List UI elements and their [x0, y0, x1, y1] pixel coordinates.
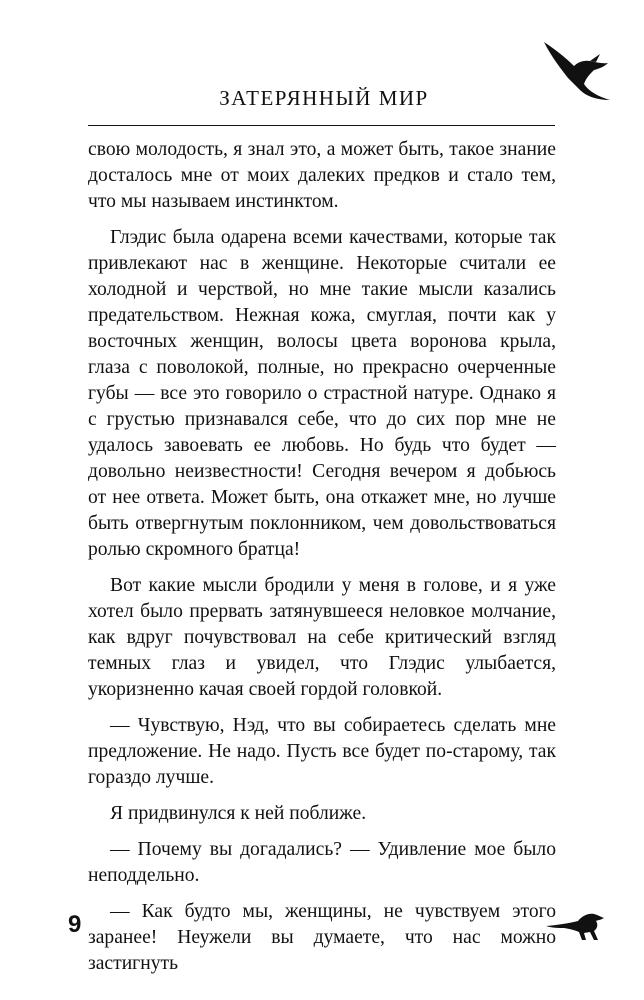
paragraph: Глэдис была одарена всеми качествами, которые так привлекают нас в женщине. Некоторые считали ее холодной и черствой, но мне такие мысли казались предательством. Нежная кожа, смуглая, почти как у восточных женщин, волосы цвета воронова крыла, глаза с поволокой, полные, но прекрасно очерченные губы — все это говорило о страстной натуре. Однако я с грустью признавался себе, что до сих пор мне не удалось завоевать ее любовь. Но будь что будет — довольно неизвестности! Сегодня вечером я добьюсь от нее ответа. Может быть, она откажет мне, но лучше быть отвергнутым поклонником, чем довольствоваться ролью скромного братца!	[88, 227, 556, 560]
page-number: 9	[68, 911, 82, 938]
paragraph: — Почему вы догадались? — Удивление мое было неподдельно.	[88, 839, 556, 886]
running-title: ЗАТЕРЯННЫЙ МИР	[219, 86, 429, 110]
paragraph: свою молодость, я знал это, а может быть, такое знание досталось мне от моих далеких предков и стало тем, что мы называем инстинктом.	[88, 139, 556, 212]
dinosaur-icon	[544, 908, 606, 942]
paragraph: — Чувствую, Нэд, что вы собираетесь сделать мне предложение. Не надо. Пусть все будет по-старому, так гораздо лучше.	[88, 715, 556, 788]
header-rule	[88, 125, 555, 126]
body-text	[88, 137, 556, 987]
paragraph: — Как будто мы, женщины, не чувствуем этого заранее! Неужели вы думаете, что нас можно застигнуть	[88, 901, 556, 974]
paragraph: Я придвинулся к ней поближе.	[110, 803, 367, 824]
paragraph: Вот какие мысли бродили у меня в голове, и я уже хотел было прервать затянувшееся неловкое молчание, как вдруг почувствовал на себе критический взгляд темных глаз и увидел, что Глэдис улыбается, укоризненно качая своей гордой головкой.	[88, 575, 556, 700]
